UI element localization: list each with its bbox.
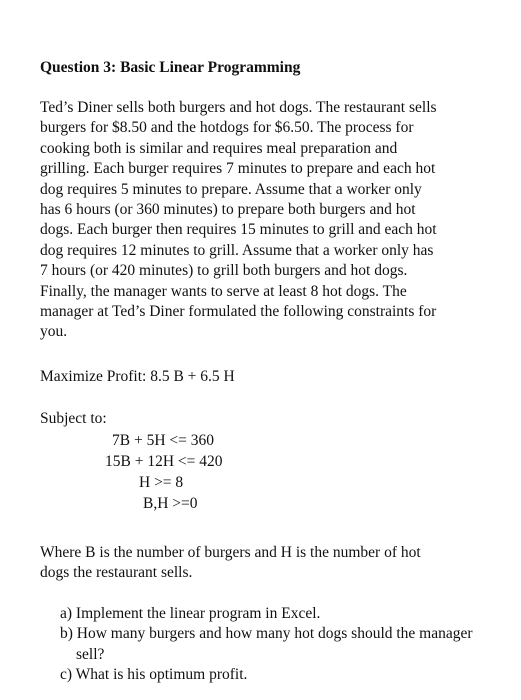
- paragraph-line: you.: [40, 323, 68, 341]
- subject-to-label: Subject to:: [40, 409, 107, 427]
- paragraph-line: manager at Ted’s Diner formulated the following constraints for: [40, 303, 437, 321]
- sub-question-b: b) How many burgers and how many hot dogs should the manager sell?: [60, 625, 473, 663]
- paragraph-line: Finally, the manager wants to serve at least 8 hot dogs. The: [40, 282, 407, 300]
- constraint-list: [40, 431, 500, 515]
- definition-line: dogs the restaurant sells.: [40, 564, 193, 582]
- constraint-min-hotdogs: H >= 8: [139, 473, 184, 491]
- constraint-prep-time: 7B + 5H <= 360: [112, 431, 215, 449]
- variable-definition: [40, 543, 500, 584]
- objective-function: Maximize Profit: 8.5 B + 6.5 H: [40, 367, 235, 385]
- paragraph-line: dog requires 5 minutes to prepare. Assume that a worker only: [40, 180, 422, 198]
- document-page: [40, 58, 500, 685]
- paragraph-line: cooking both is similar and requires meal preparation and: [40, 139, 398, 157]
- problem-paragraph: [40, 98, 500, 343]
- paragraph-line: Ted’s Diner sells both burgers and hot dogs. The restaurant sells: [40, 99, 437, 116]
- sub-question-list: [40, 604, 500, 686]
- paragraph-line: burgers for $8.50 and the hotdogs for $6.50. The process for: [40, 119, 414, 137]
- sub-question-c: c) What is his optimum profit.: [60, 665, 248, 683]
- paragraph-line: 7 hours (or 420 minutes) to grill both burgers and hot dogs.: [40, 262, 408, 280]
- paragraph-line: has 6 hours (or 360 minutes) to prepare both burgers and hot: [40, 201, 416, 219]
- question-title: Question 3: Basic Linear Programming: [40, 59, 301, 76]
- definition-line: Where B is the number of burgers and H is the number of hot: [40, 543, 421, 561]
- paragraph-line: dogs. Each burger then requires 15 minutes to grill and each hot: [40, 221, 437, 239]
- sub-question-a: a) Implement the linear program in Excel.: [60, 604, 321, 622]
- paragraph-line: dog requires 12 minutes to grill. Assume that a worker only has: [40, 241, 434, 259]
- constraint-nonnegativity: B,H >=0: [143, 494, 198, 512]
- paragraph-line: grilling. Each burger requires 7 minutes to prepare and each hot: [40, 160, 436, 178]
- constraint-grill-time: 15B + 12H <= 420: [105, 452, 223, 470]
